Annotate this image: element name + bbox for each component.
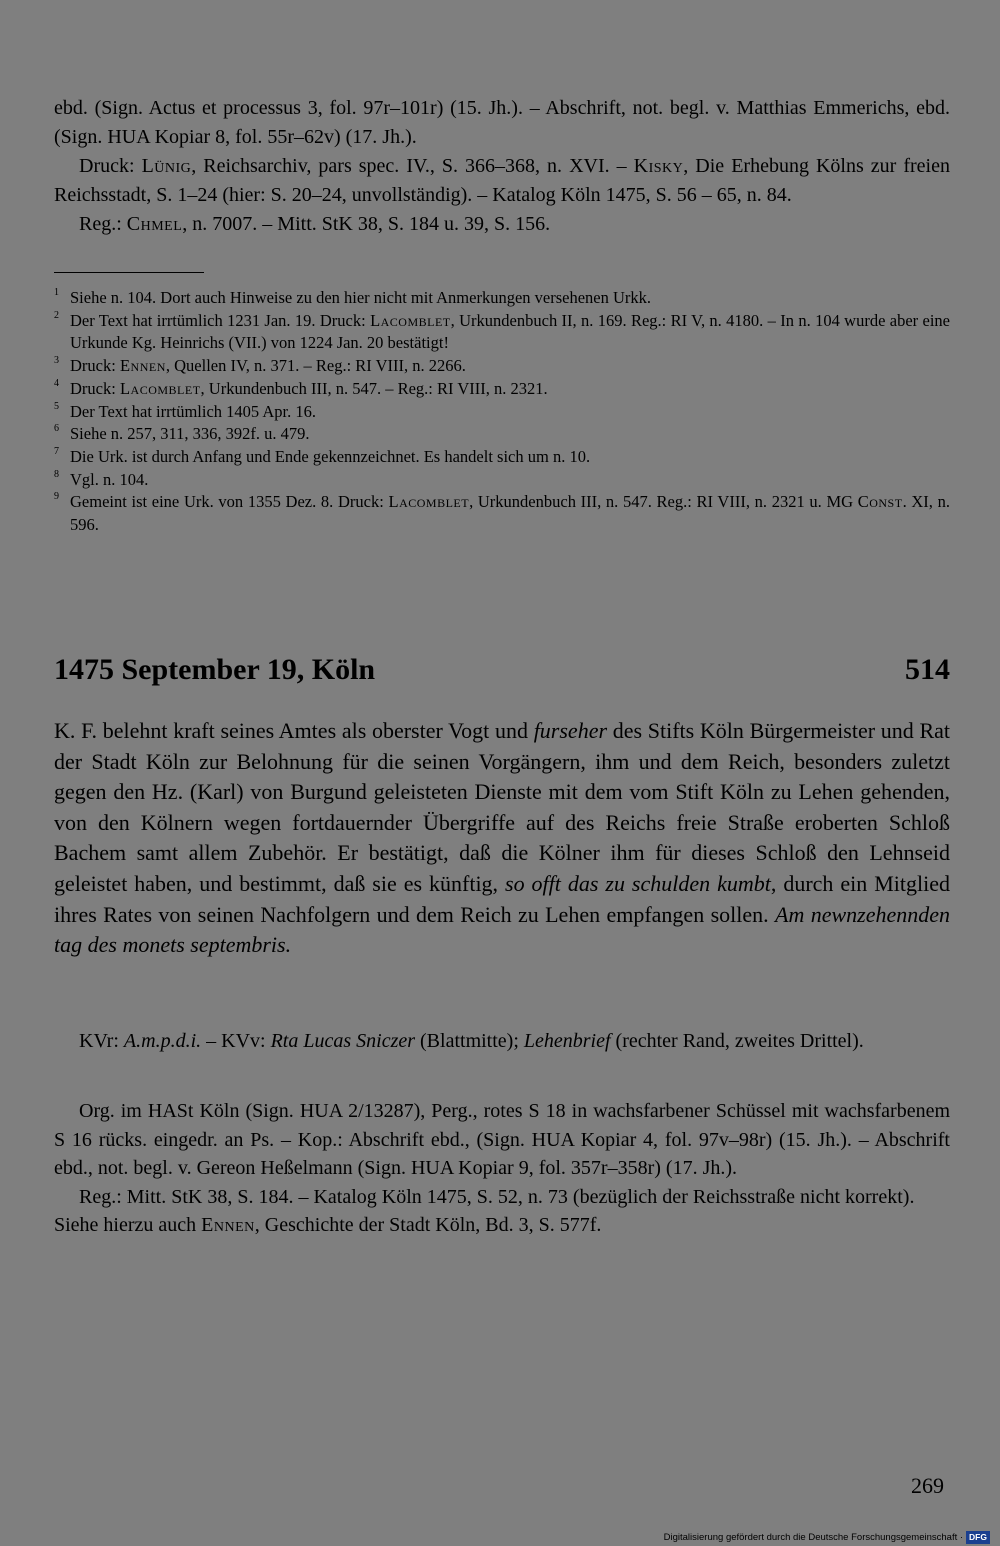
footnote: 2 Der Text hat irrtümlich 1231 Jan. 19. Druck: Lacomblet, Urkundenbuch II, n. 169. Reg.: RI V, n. 4180. – In n. 104 wurde aber eine Urkunde Kg. Heinrichs (VII.) von 1224 Jan. 20 bestätigt! (54, 309, 950, 353)
org-text: Org. im HASt Köln (Sign. HUA 2/13287), Perg., rotes S 18 in wachsfarbener Schüssel mit wachsfarbenem S 16 rücks. eingedr. an Ps. – Kop.: Abschrift ebd., (Sign. HUA Kopiar 4, fol. 97v–98r) (15. Jh.). – Abschrift ebd., not. begl. v. Gereon Heßelmann (Sign. HUA Kopiar 9, fol. 357r–358r) (17. Jh.). (54, 1100, 950, 1179)
footnote-divider (54, 272, 204, 273)
source-block (54, 94, 950, 239)
org-siehe: Siehe hierzu auch Ennen, Geschichte der Stadt Köln, Bd. 3, S. 577f. (54, 1214, 602, 1236)
footnote: 1 Siehe n. 104. Dort auch Hinweise zu den hier nicht mit Anmerkungen versehenen Urkk. (54, 287, 652, 307)
footnote: 7 Die Urk. ist durch Anfang und Ende gekennzeichnet. Es handelt sich um n. 10. (54, 445, 591, 466)
document-heading (54, 648, 950, 692)
dfg-logo: DFG (966, 1531, 990, 1544)
footnote: 3 Druck: Ennen, Quellen IV, n. 371. – Reg.: RI VIII, n. 2266. (54, 355, 466, 376)
regest-text: K. F. belehnt kraft seines Amtes als oberster Vogt und furseher des Stifts Köln Bürgermeister und Rat der Stadt Köln zur Belohnung für die seinen Vorgängern, ihm und dem Reich, besonders zuletzt gegen den Hz. (Karl) von Burgund geleisteten Dienste mit dem vom Stift Köln zu Lehen gehenden, von den Kölnern wegen fortdauernder Übergriffe auf des Reichs freie Straße eroberten Schloß Bachem samt allem Zubehör. Er bestätigt, daß die Kölner ihm für dieses Schloß den Lehnseid geleistet haben, und bestimmt, daß sie es künftig, so offt das zu schulden kumbt, durch ein Mitglied ihres Rates von seinen Nachfolgern und dem Reich zu Lehen empfangen sollen. Am newnzehennden tag des monets septembris. (54, 718, 950, 958)
original-block (54, 1097, 950, 1240)
footnote: 6 Siehe n. 257, 311, 336, 392f. u. 479. (54, 423, 310, 444)
regest (54, 716, 950, 961)
footer-credit (664, 1530, 990, 1544)
heading-date-place: 1475 September 19, Köln (54, 653, 376, 686)
page-number: 269 (911, 1473, 944, 1498)
reg-line: Reg.: Chmel, n. 7007. – Mitt. StK 38, S. 184 u. 39, S. 156. (79, 213, 551, 235)
org-reg: Reg.: Mitt. StK 38, S. 184. – Katalog Köln 1475, S. 52, n. 73 (bezüglich der Reichsstraße nicht korrekt). (79, 1185, 915, 1208)
footer-text: Digitalisierung gefördert durch die Deutsche Forschungsgemeinschaft · (663, 1531, 964, 1543)
footnote: 9 Gemeint ist eine Urk. von 1355 Dez. 8. Druck: Lacomblet, Urkundenbuch III, n. 547. Reg.: RI VIII, n. 2321 u. MG Const. XI, n. 596. (54, 491, 950, 535)
kanzlei-text: KVr: A.m.p.d.i. – KVv: Rta Lucas Sniczer (Blattmitte); Lehenbrief (rechter Rand, zweites Drittel). (79, 1030, 864, 1052)
footnote: 4 Druck: Lacomblet, Urkundenbuch III, n. 547. – Reg.: RI VIII, n. 2321. (54, 377, 548, 398)
kanzleivermerke (54, 1027, 950, 1057)
footnotes (54, 287, 950, 537)
source-text: ebd. (Sign. Actus et processus 3, fol. 97r–101r) (15. Jh.). – Abschrift, not. begl. v. Matthias Emmerichs, ebd. (Sign. HUA Kopiar 8, fol. 55r–62v) (17. Jh.). (54, 97, 950, 148)
footnote: 8 Vgl. n. 104. (54, 468, 149, 489)
druck-line: Druck: Lünig, Reichsarchiv, pars spec. IV., S. 366–368, n. XVI. – Kisky, Die Erhebung Kölns zur freien Reichsstadt, S. 1–24 (hier: S. 20–24, unvollständig). – Katalog Köln 1475, S. 56 – 65, n. 84. (54, 155, 950, 206)
footnote: 5 Der Text hat irrtümlich 1405 Apr. 16. (54, 400, 317, 421)
heading-number: 514 (905, 653, 950, 686)
